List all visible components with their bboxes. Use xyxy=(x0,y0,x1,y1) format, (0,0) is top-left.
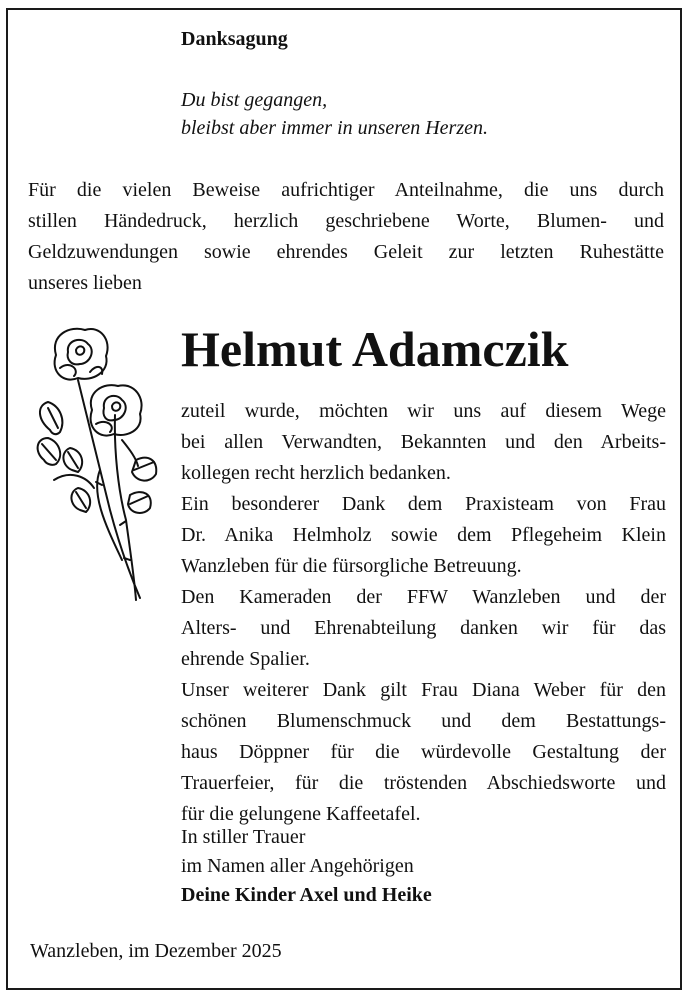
thanks-line: ehrende Spalier. xyxy=(181,648,310,670)
intro-line: stillen Händedruck, herzlich geschriebene Worte, Blumen- und xyxy=(28,210,664,232)
intro-line: Für die vielen Beweise aufrichtiger Anteilnahme, die uns durch xyxy=(28,179,664,201)
motto-verse xyxy=(181,86,488,142)
thanks-line: Dr. Anika Helmholz sowie dem Pflegeheim Klein xyxy=(181,524,666,546)
thanks-line: für die gelungene Kaffeetafel. xyxy=(181,803,421,825)
thanks-line: Unser weiterer Dank gilt Frau Diana Weber für den xyxy=(181,679,666,701)
thanks-line: Ein besonderer Dank dem Praxisteam von Frau xyxy=(181,493,666,515)
thanks-line: Den Kameraden der FFW Wanzleben und der xyxy=(181,586,666,608)
thanks-line: Trauerfeier, für die tröstenden Abschiedsworte und xyxy=(181,772,666,794)
intro-line: Geldzuwendungen sowie ehrendes Geleit zur letzten Ruhestätte xyxy=(28,241,664,263)
deceased-name: Helmut Adamczik xyxy=(181,321,569,377)
thanks-line: haus Döppner für die würdevolle Gestaltung der xyxy=(181,741,666,763)
rose-illustration xyxy=(30,320,160,605)
thanks-line: bei allen Verwandten, Bekannten und den Arbeits- xyxy=(181,431,666,453)
closing-line: In stiller Trauer xyxy=(181,826,306,848)
closing-block xyxy=(181,823,432,910)
motto-line: Du bist gegangen, xyxy=(181,89,328,111)
closing-line: im Namen aller Angehörigen xyxy=(181,855,414,877)
intro-paragraph xyxy=(28,175,664,299)
thanks-line: Wanzleben für die fürsorgliche Betreuung. xyxy=(181,555,522,577)
thanks-paragraph xyxy=(181,396,666,830)
thanks-line: zuteil wurde, möchten wir uns auf diesem Wege xyxy=(181,400,666,422)
thanks-line: Alters- und Ehrenabteilung danken wir für das xyxy=(181,617,666,639)
motto-line: bleibst aber immer in unseren Herzen. xyxy=(181,117,488,139)
notice-heading: Danksagung xyxy=(181,28,288,50)
signers: Deine Kinder Axel und Heike xyxy=(181,884,432,906)
place-date: Wanzleben, im Dezember 2025 xyxy=(30,940,282,962)
thanks-line: kollegen recht herzlich bedanken. xyxy=(181,462,451,484)
intro-line: unseres lieben xyxy=(28,272,142,294)
thanks-line: schönen Blumenschmuck und dem Bestattungs- xyxy=(181,710,666,732)
